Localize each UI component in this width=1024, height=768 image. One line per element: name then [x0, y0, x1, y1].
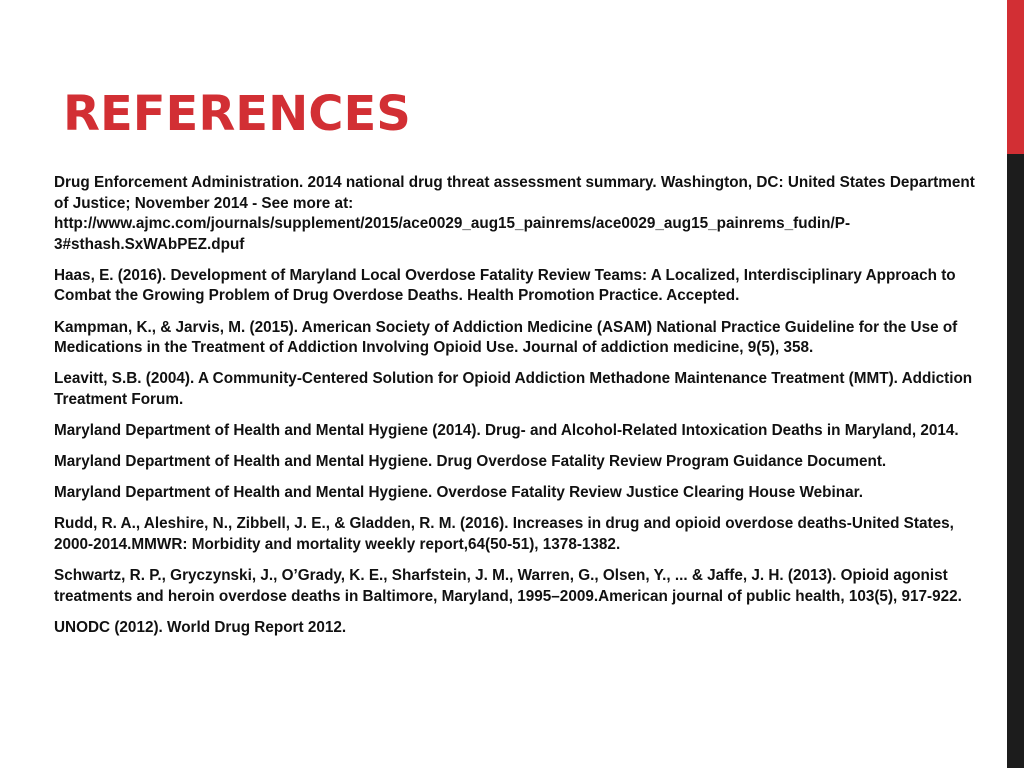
reference-item-dhmh-2014: Maryland Department of Health and Mental Hygiene (2014). Drug- and Alcohol-Related Intoxication Deaths in Maryland, 2014.: [54, 421, 959, 439]
reference-item-dhmh-webinar: Maryland Department of Health and Mental Hygiene. Overdose Fatality Review Justice Clearing House Webinar.: [54, 484, 863, 502]
reference-item-unodc: UNODC (2012). World Drug Report 2012.: [54, 618, 347, 636]
accent-bar-red: [1007, 0, 1024, 154]
reference-item-haas: Haas, E. (2016). Development of Maryland Local Overdose Fatality Review Teams: A Localized, Interdisciplinary Approach to Combat the Growing Problem of Drug Overdose Deaths. Health Promotion Practice. Accepted.: [54, 266, 956, 305]
reference-item-dea: Drug Enforcement Administration. 2014 national drug threat assessment summary. Washington, DC: United States Department of Justice; November 2014 - See more at: http://www.ajmc.com/journals/supplement/2015/ace0029_aug15_painrems/ace0029_aug15_painrems_fudin/P-3#sthash.SxWAbPEZ.dpuf: [54, 174, 975, 253]
accent-bar: [1007, 0, 1024, 768]
page-title: REFERENCES: [63, 86, 411, 142]
reference-list: [54, 173, 984, 649]
reference-item-kampman: Kampman, K., & Jarvis, M. (2015). American Society of Addiction Medicine (ASAM) National Practice Guideline for the Use of Medications in the Treatment of Addiction Involving Opioid Use. Journal of addiction medicine, 9(5), 358.: [54, 318, 958, 357]
reference-item-dhmh-guidance: Maryland Department of Health and Mental Hygiene. Drug Overdose Fatality Review Program Guidance Document.: [54, 453, 887, 471]
reference-item-rudd: Rudd, R. A., Aleshire, N., Zibbell, J. E., & Gladden, R. M. (2016). Increases in drug and opioid overdose deaths-United States, 2000-2014.MMWR: Morbidity and mortality weekly report,64(50-51), 1378-1382.: [54, 515, 954, 553]
accent-bar-dark: [1007, 154, 1024, 768]
reference-item-leavitt: Leavitt, S.B. (2004). A Community-Centered Solution for Opioid Addiction Methadone Maintenance Treatment (MMT). Addiction Treatment Forum.: [54, 370, 973, 408]
reference-item-schwartz: Schwartz, R. P., Gryczynski, J., O’Grady, K. E., Sharfstein, J. M., Warren, G., Olsen, Y., ... & Jaffe, J. H. (2013). Opioid agonist treatments and heroin overdose deaths in Baltimore, Maryland, 1995–2009.American journal of public health, 103(5), 917-922.: [54, 566, 962, 605]
